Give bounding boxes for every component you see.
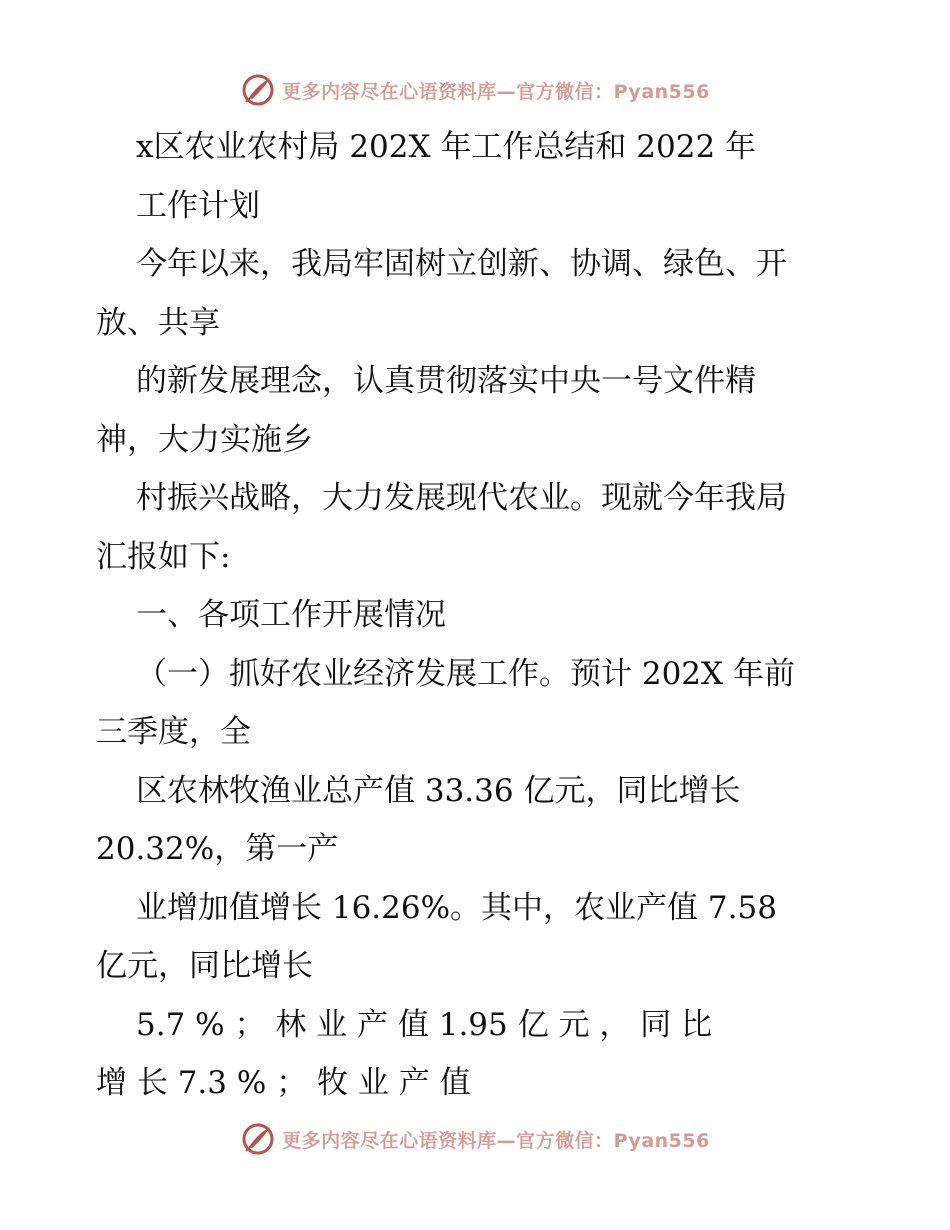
quill-swirl-logo-icon [240,72,276,108]
paragraph-line: 区农林牧渔业总产值 33.36 亿元，同比增长 [136,772,741,809]
title-line-1: x区农业农村局 202X 年工作总结和 2022 年 [136,129,757,165]
banner-text: 更多内容尽在心语资料库—官方微信：Pyan556 [282,1129,710,1152]
paragraph-line: 20.32%，第一产 [96,831,339,867]
section-heading: 一、各项工作开展情况 [136,597,446,633]
header-banner [0,68,950,112]
paragraph-line: 放、共享 [96,304,220,341]
paragraph-line: 神，大力实施乡 [96,421,313,458]
paragraph-line: （一）抓好农业经济发展工作。预计 202X 年前 [136,655,795,692]
paragraph-line: 汇报如下: [96,538,231,575]
document-body [96,118,856,1113]
paragraph-line: 增 长 7.3 % ； 牧 业 产 值 [96,1065,471,1101]
footer-banner [0,1117,950,1161]
banner-text: 更多内容尽在心语资料库—官方微信：Pyan556 [282,80,710,103]
paragraph-line: 5.7 % ； 林 业 产 值 1.95 亿 元 ， 同 比 [136,1006,713,1043]
paragraph-line: 亿元，同比增长 [96,948,313,984]
quill-swirl-logo-icon [240,1121,276,1157]
paragraph-line: 今年以来，我局牢固树立创新、协调、绿色、开 [136,246,787,282]
paragraph-line: 村振兴战略，大力发展现代农业。现就今年我局 [136,480,787,516]
paragraph-line: 的新发展理念，认真贯彻落实中央一号文件精 [136,363,756,399]
paragraph-line: 业增加值增长 16.26%。其中，农业产值 7.58 [136,889,777,926]
title-line-2: 工作计划 [136,187,260,224]
paragraph-line: 三季度，全 [96,714,251,750]
